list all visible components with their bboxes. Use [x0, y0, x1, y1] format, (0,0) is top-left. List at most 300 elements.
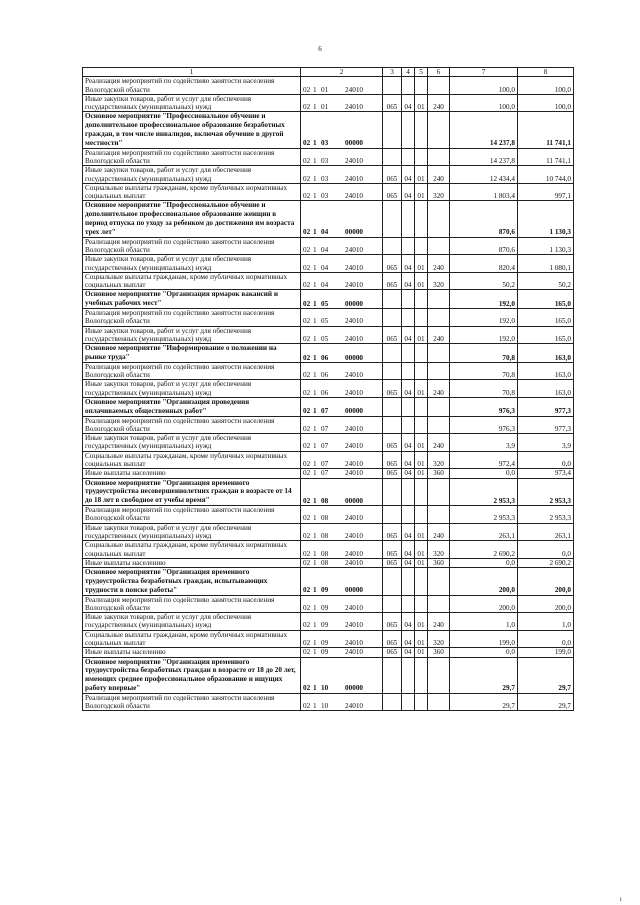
row-value-7: 192,0	[450, 326, 518, 344]
row-name: Иные закупки товаров, работ и услуг для обеспечения государственных (муниципальных) нужд	[83, 380, 301, 398]
code-part: 02	[303, 621, 311, 630]
row-name: Основное мероприятие "Организация ярмарок вакансий и учебных рабочих мест"	[83, 290, 301, 309]
row-col3: 065	[383, 94, 402, 112]
row-name: Реализация мероприятий по содействию занятости населения Вологодской области	[83, 309, 301, 327]
row-name: Социальные выплаты гражданам, кроме публичных нормативных социальных выплат	[83, 451, 301, 469]
table-row	[83, 183, 574, 201]
row-value-8: 3,9	[518, 434, 574, 452]
code-part: 1	[313, 621, 317, 630]
row-col3: 065	[383, 630, 402, 648]
code-part: 00000	[345, 407, 363, 416]
table-row	[83, 595, 574, 613]
row-value-8: 1 130,3	[518, 237, 574, 255]
column-header: 2	[301, 68, 383, 77]
column-header: 8	[518, 68, 574, 77]
table-row	[83, 558, 574, 567]
table-row	[83, 272, 574, 290]
row-name: Иные закупки товаров, работ и услуг для обеспечения государственных (муниципальных) нужд	[83, 255, 301, 273]
row-code	[301, 434, 383, 452]
row-name: Реализация мероприятий по содействию занятости населения Вологодской области	[83, 693, 301, 711]
row-col6	[428, 309, 450, 327]
row-col4: 04	[402, 434, 415, 452]
row-value-8: 997,1	[518, 183, 574, 201]
code-part: 01	[321, 85, 329, 94]
table-row	[83, 478, 574, 505]
row-name: Иные выплаты населению	[83, 558, 301, 567]
row-col6	[428, 362, 450, 380]
row-code	[301, 290, 383, 309]
code-part: 06	[321, 353, 329, 362]
row-code	[301, 506, 383, 524]
code-part: 24010	[345, 639, 363, 647]
code-part: 05	[321, 317, 329, 326]
row-value-8: 163,0	[518, 380, 574, 398]
code-part: 24010	[345, 263, 363, 272]
table-row	[83, 657, 574, 693]
row-code	[301, 595, 383, 613]
code-part: 24010	[345, 103, 363, 112]
table-row	[83, 290, 574, 309]
row-code	[301, 309, 383, 327]
code-part: 08	[321, 514, 329, 523]
code-part: 04	[321, 281, 329, 290]
row-value-8: 2 690,2	[518, 558, 574, 567]
row-value-7: 200,0	[450, 595, 518, 613]
code-part: 00000	[345, 353, 363, 362]
code-part: 00000	[345, 299, 363, 308]
code-part: 1	[313, 586, 317, 595]
row-value-7: 972,4	[450, 451, 518, 469]
row-code	[301, 523, 383, 541]
code-part: 06	[321, 371, 329, 380]
row-value-8: 977,3	[518, 416, 574, 434]
row-value-7: 70,8	[450, 344, 518, 363]
row-col6: 360	[428, 469, 450, 478]
row-name: Иные закупки товаров, работ и услуг для обеспечения государственных (муниципальных) нужд	[83, 326, 301, 344]
table-row	[83, 309, 574, 327]
row-col3	[383, 568, 402, 595]
row-col4: 04	[402, 326, 415, 344]
row-code	[301, 166, 383, 184]
row-name: Реализация мероприятий по содействию занятости населения Вологодской области	[83, 148, 301, 166]
code-part: 02	[303, 496, 311, 505]
code-part: 1	[313, 684, 317, 693]
row-name: Основное мероприятие "Профессиональное обучение и дополнительное профессиональное образование безработных граждан, в том числе инвалидов, включая обучение в другой местности"	[83, 112, 301, 148]
code-part: 1	[313, 388, 317, 397]
row-col3: 065	[383, 523, 402, 541]
row-col6: 320	[428, 630, 450, 648]
row-col4	[402, 112, 415, 148]
table-row	[83, 77, 574, 95]
code-part: 02	[303, 103, 311, 112]
code-part: 06	[321, 388, 329, 397]
row-col3	[383, 112, 402, 148]
row-col3	[383, 309, 402, 327]
table-row	[83, 326, 574, 344]
column-header: 4	[402, 68, 415, 77]
row-col6	[428, 595, 450, 613]
row-code	[301, 94, 383, 112]
header-row	[83, 68, 574, 77]
column-header: 3	[383, 68, 402, 77]
code-part: 1	[313, 139, 317, 148]
code-part: 02	[303, 648, 311, 657]
row-col6	[428, 344, 450, 363]
row-col4: 04	[402, 183, 415, 201]
table-row	[83, 469, 574, 478]
table-row	[83, 237, 574, 255]
code-part: 09	[321, 648, 329, 657]
row-name: Основное мероприятие "Профессиональное обучение и дополнительное профессиональное образование женщин в период отпуска по уходу за ребенком до достижения им возраста трех лет"	[83, 201, 301, 237]
code-part: 02	[303, 299, 311, 308]
code-part: 02	[303, 586, 311, 595]
code-part: 24010	[345, 603, 363, 612]
row-value-7: 29,7	[450, 657, 518, 693]
row-value-7: 29,7	[450, 693, 518, 711]
code-part: 02	[303, 558, 311, 567]
table-row	[83, 648, 574, 657]
row-code	[301, 648, 383, 657]
row-code	[301, 112, 383, 148]
row-col6: 360	[428, 648, 450, 657]
row-code	[301, 183, 383, 201]
row-col4: 04	[402, 648, 415, 657]
row-value-8: 1,0	[518, 613, 574, 631]
code-part: 24010	[345, 388, 363, 397]
row-value-8: 973,4	[518, 469, 574, 478]
row-col6	[428, 148, 450, 166]
code-part: 24010	[345, 317, 363, 326]
row-col6	[428, 657, 450, 693]
row-col5	[415, 506, 428, 524]
row-col5	[415, 77, 428, 95]
row-col5: 01	[415, 380, 428, 398]
row-col6	[428, 478, 450, 505]
code-part: 24010	[345, 469, 363, 478]
code-part: 02	[303, 603, 311, 612]
row-col5	[415, 657, 428, 693]
row-value-8: 100,0	[518, 94, 574, 112]
row-value-7: 14 237,8	[450, 112, 518, 148]
row-value-8: 1 130,3	[518, 201, 574, 237]
row-col3: 065	[383, 469, 402, 478]
row-col4	[402, 506, 415, 524]
row-col4	[402, 344, 415, 363]
row-code	[301, 613, 383, 631]
row-value-8: 1 080,1	[518, 255, 574, 273]
row-col3	[383, 397, 402, 416]
row-value-7: 192,0	[450, 309, 518, 327]
code-part: 04	[321, 263, 329, 272]
row-code	[301, 201, 383, 237]
row-col5: 01	[415, 469, 428, 478]
row-col4: 04	[402, 166, 415, 184]
row-col3: 065	[383, 613, 402, 631]
code-part: 02	[303, 549, 311, 558]
table-row	[83, 434, 574, 452]
code-part: 01	[321, 103, 329, 112]
row-col6	[428, 77, 450, 95]
row-name: Основное мероприятие "Организация временного трудоустройства безработных граждан в возрасте от 18 до 20 лет, имеющих среднее профессиональное образование и ищущих работу впервые"	[83, 657, 301, 693]
row-col5: 01	[415, 183, 428, 201]
row-value-8: 200,0	[518, 595, 574, 613]
row-col5	[415, 344, 428, 363]
code-part: 00000	[345, 139, 363, 148]
row-code	[301, 558, 383, 567]
code-part: 08	[321, 549, 329, 558]
row-col3	[383, 344, 402, 363]
row-value-8: 0,0	[518, 541, 574, 559]
row-col3: 065	[383, 558, 402, 567]
budget-table	[82, 67, 574, 711]
row-value-8: 2 953,3	[518, 506, 574, 524]
row-value-8: 29,7	[518, 657, 574, 693]
row-value-8: 165,0	[518, 290, 574, 309]
row-col3	[383, 362, 402, 380]
table-row	[83, 568, 574, 595]
code-part: 1	[313, 603, 317, 612]
code-part: 03	[321, 156, 329, 165]
code-part: 1	[313, 460, 317, 469]
row-col6: 240	[428, 613, 450, 631]
table-row	[83, 380, 574, 398]
row-col4: 04	[402, 380, 415, 398]
row-col6: 360	[428, 558, 450, 567]
row-value-7: 100,0	[450, 77, 518, 95]
row-col3: 065	[383, 272, 402, 290]
row-col5: 01	[415, 272, 428, 290]
code-part: 08	[321, 531, 329, 540]
code-part: 02	[303, 531, 311, 540]
code-part: 08	[321, 496, 329, 505]
code-part: 1	[313, 549, 317, 558]
code-part: 03	[321, 192, 329, 201]
row-name: Иные закупки товаров, работ и услуг для обеспечения государственных (муниципальных) нужд	[83, 94, 301, 112]
code-part: 00000	[345, 228, 363, 237]
row-code	[301, 568, 383, 595]
code-part: 1	[313, 639, 317, 647]
row-value-8: 0,0	[518, 630, 574, 648]
row-col4: 04	[402, 272, 415, 290]
code-part: 24010	[345, 156, 363, 165]
code-part: 1	[313, 263, 317, 272]
code-part: 02	[303, 702, 311, 711]
code-part: 04	[321, 228, 329, 237]
row-code	[301, 77, 383, 95]
row-col5: 01	[415, 541, 428, 559]
code-part: 02	[303, 460, 311, 469]
row-col3	[383, 290, 402, 309]
row-value-8: 50,2	[518, 272, 574, 290]
code-part: 1	[313, 85, 317, 94]
row-value-8: 163,0	[518, 344, 574, 363]
row-name: Социальные выплаты гражданам, кроме публичных нормативных социальных выплат	[83, 183, 301, 201]
code-part: 1	[313, 514, 317, 523]
row-col4: 04	[402, 255, 415, 273]
row-col6: 240	[428, 380, 450, 398]
row-col5	[415, 112, 428, 148]
code-part: 1	[313, 317, 317, 326]
code-part: 24010	[345, 549, 363, 558]
table-row	[83, 112, 574, 148]
row-col6: 320	[428, 183, 450, 201]
row-code	[301, 416, 383, 434]
row-col4	[402, 595, 415, 613]
row-name: Реализация мероприятий по содействию занятости населения Вологодской области	[83, 237, 301, 255]
code-part: 24010	[345, 702, 363, 711]
code-part: 02	[303, 85, 311, 94]
row-col3	[383, 77, 402, 95]
row-col4	[402, 693, 415, 711]
row-code	[301, 541, 383, 559]
code-part: 24010	[345, 281, 363, 290]
row-col4	[402, 362, 415, 380]
row-col5: 01	[415, 630, 428, 648]
row-value-8: 10 744,0	[518, 166, 574, 184]
row-value-7: 2 953,3	[450, 506, 518, 524]
row-col3: 065	[383, 166, 402, 184]
code-part: 05	[321, 334, 329, 343]
row-col6: 240	[428, 94, 450, 112]
row-col6: 320	[428, 272, 450, 290]
row-col4	[402, 397, 415, 416]
table-row	[83, 94, 574, 112]
row-col3: 065	[383, 255, 402, 273]
column-header: 1	[83, 68, 301, 77]
row-code	[301, 657, 383, 693]
row-col6: 240	[428, 255, 450, 273]
row-col6	[428, 693, 450, 711]
row-value-7: 3,9	[450, 434, 518, 452]
row-code	[301, 237, 383, 255]
code-part: 02	[303, 469, 311, 478]
code-part: 1	[313, 531, 317, 540]
row-name: Реализация мероприятий по содействию занятости населения Вологодской области	[83, 506, 301, 524]
code-part: 24010	[345, 621, 363, 630]
row-value-7: 70,8	[450, 380, 518, 398]
code-part: 10	[321, 684, 329, 693]
row-col6: 320	[428, 451, 450, 469]
row-code	[301, 630, 383, 648]
row-value-7: 1,0	[450, 613, 518, 631]
row-value-8: 100,0	[518, 77, 574, 95]
row-col5	[415, 309, 428, 327]
row-value-8: 29,7	[518, 693, 574, 711]
row-col6	[428, 237, 450, 255]
row-col4	[402, 290, 415, 309]
code-part: 24010	[345, 245, 363, 254]
row-code	[301, 478, 383, 505]
table-row	[83, 506, 574, 524]
row-col3: 065	[383, 541, 402, 559]
row-col3	[383, 148, 402, 166]
row-col6: 240	[428, 523, 450, 541]
code-part: 02	[303, 174, 311, 183]
row-value-7: 14 237,8	[450, 148, 518, 166]
table-row	[83, 451, 574, 469]
row-col4: 04	[402, 469, 415, 478]
code-part: 1	[313, 299, 317, 308]
row-col5: 01	[415, 326, 428, 344]
row-col5	[415, 693, 428, 711]
row-name: Социальные выплаты гражданам, кроме публичных нормативных социальных выплат	[83, 272, 301, 290]
code-part: 24010	[345, 334, 363, 343]
table-row	[83, 613, 574, 631]
row-col6: 240	[428, 434, 450, 452]
row-value-8: 977,3	[518, 397, 574, 416]
table-row	[83, 255, 574, 273]
table-row	[83, 166, 574, 184]
row-value-7: 70,8	[450, 362, 518, 380]
row-col3: 065	[383, 648, 402, 657]
row-code	[301, 380, 383, 398]
row-value-7: 12 434,4	[450, 166, 518, 184]
row-value-8: 2 953,3	[518, 478, 574, 505]
code-part: 02	[303, 514, 311, 523]
code-part: 02	[303, 371, 311, 380]
row-col3: 065	[383, 451, 402, 469]
code-part: 09	[321, 603, 329, 612]
code-part: 1	[313, 245, 317, 254]
row-col5: 01	[415, 255, 428, 273]
code-part: 02	[303, 353, 311, 362]
row-value-7: 870,6	[450, 237, 518, 255]
table-row	[83, 397, 574, 416]
code-part: 09	[321, 639, 329, 647]
code-part: 09	[321, 621, 329, 630]
code-part: 02	[303, 407, 311, 416]
row-name: Социальные выплаты гражданам, кроме публичных нормативных социальных выплат	[83, 541, 301, 559]
row-name: Реализация мероприятий по содействию занятости населения Вологодской области	[83, 362, 301, 380]
row-col4	[402, 568, 415, 595]
code-part: 24010	[345, 558, 363, 567]
row-col4: 04	[402, 541, 415, 559]
row-col3: 065	[383, 326, 402, 344]
row-col4: 04	[402, 613, 415, 631]
row-name: Иные выплаты населению	[83, 648, 301, 657]
row-name: Иные выплаты населению	[83, 469, 301, 478]
row-col5: 01	[415, 558, 428, 567]
table-row	[83, 148, 574, 166]
row-col5	[415, 201, 428, 237]
code-part: 00000	[345, 496, 363, 505]
row-code	[301, 469, 383, 478]
code-part: 1	[313, 702, 317, 711]
code-part: 1	[313, 407, 317, 416]
row-code	[301, 272, 383, 290]
row-col3: 065	[383, 434, 402, 452]
row-name: Социальные выплаты гражданам, кроме публичных нормативных социальных выплат	[83, 630, 301, 648]
code-part: 05	[321, 299, 329, 308]
row-value-8: 199,0	[518, 648, 574, 657]
row-value-7: 0,0	[450, 469, 518, 478]
code-part: 1	[313, 442, 317, 451]
row-value-7: 0,0	[450, 648, 518, 657]
row-value-8: 11 741,1	[518, 112, 574, 148]
row-value-7: 200,0	[450, 568, 518, 595]
row-name: Реализация мероприятий по содействию занятости населения Вологодской области	[83, 416, 301, 434]
row-col4	[402, 77, 415, 95]
code-part: 24010	[345, 442, 363, 451]
row-col5	[415, 397, 428, 416]
code-part: 1	[313, 353, 317, 362]
row-col5	[415, 416, 428, 434]
row-col4	[402, 148, 415, 166]
row-col6	[428, 416, 450, 434]
row-col4	[402, 416, 415, 434]
table-row	[83, 201, 574, 237]
row-name: Иные закупки товаров, работ и услуг для обеспечения государственных (муниципальных) нужд	[83, 434, 301, 452]
